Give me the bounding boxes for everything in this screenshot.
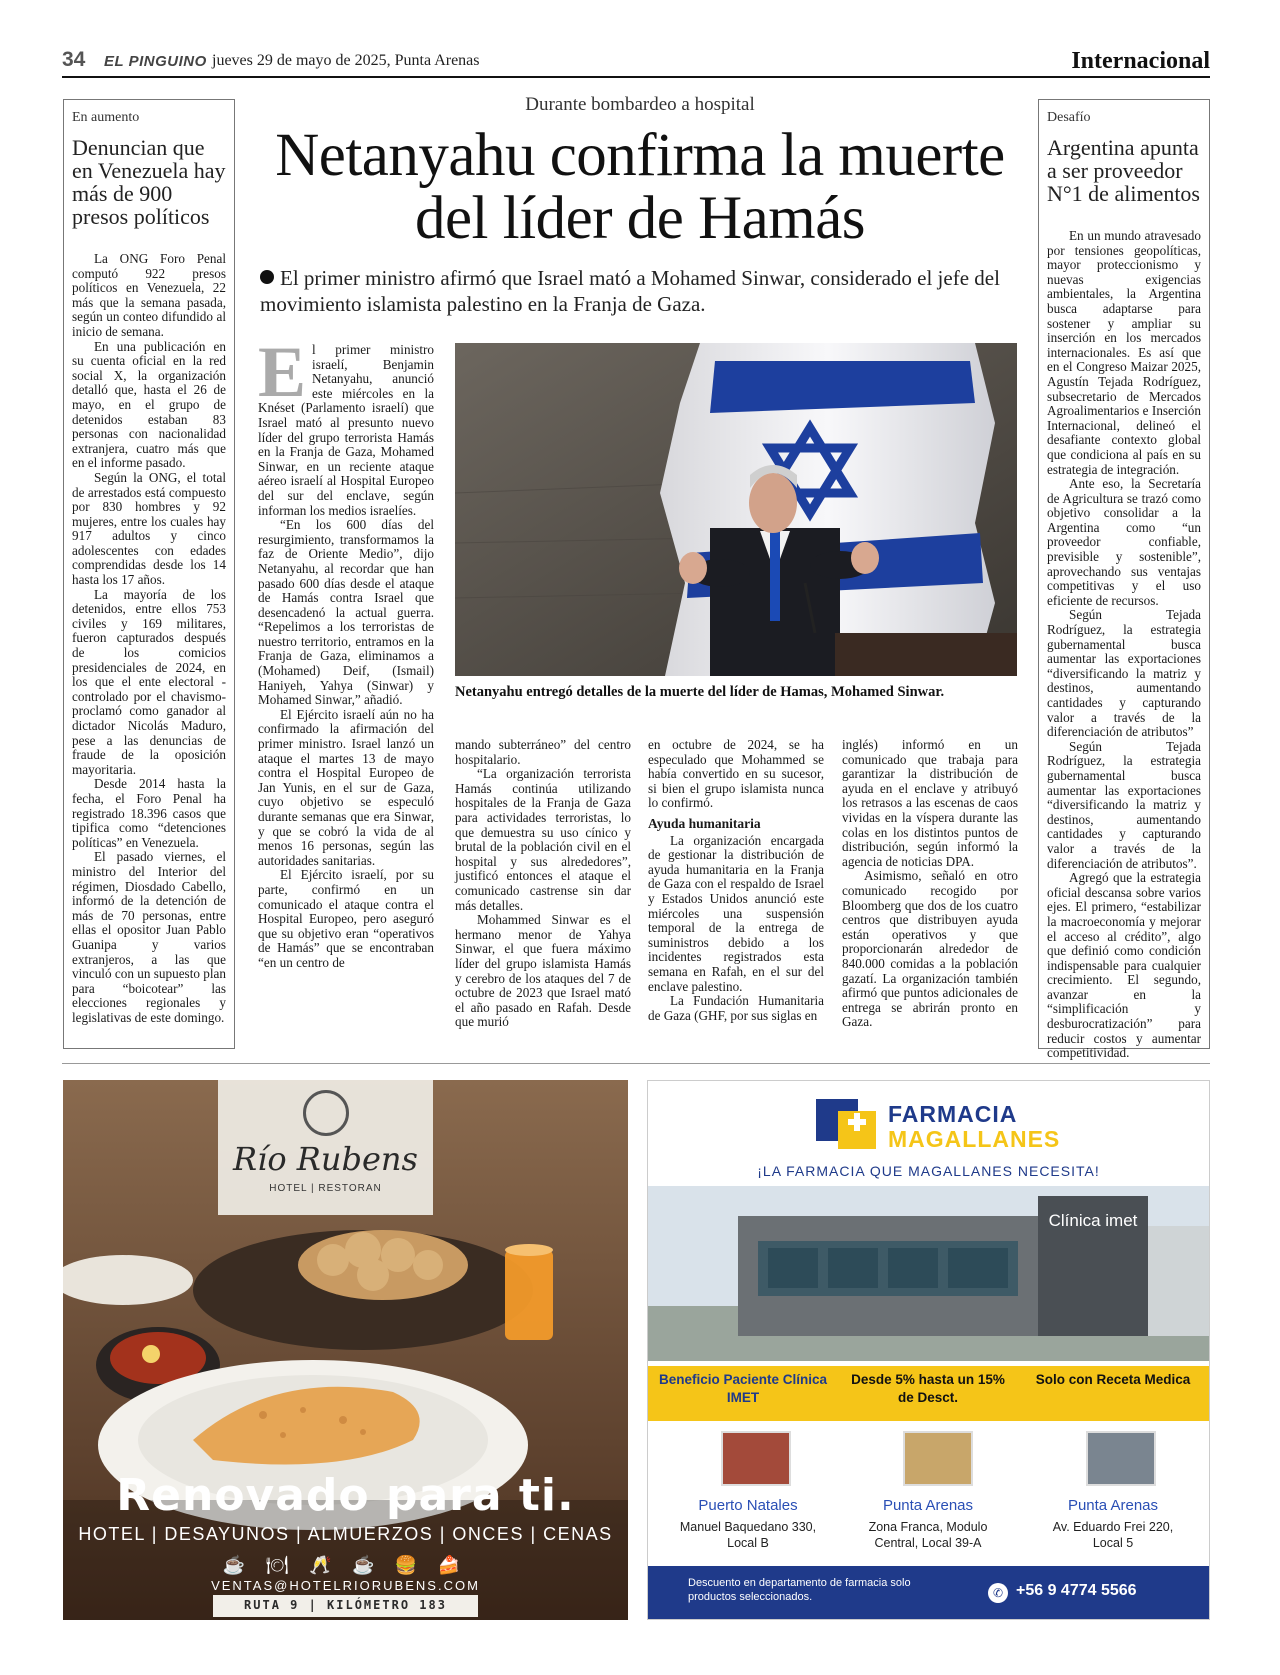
paragraph: Según Tejada Rodríguez, la estrategia gubernamental busca aumentar las exportaciones “diversificando la matriz y destinos, aumentando cantidades y capturando valor a través de la diferenciación de atributos”. [1047,738,1201,871]
main-column-1 [258,332,434,971]
paragraph [258,332,434,518]
location-city-2: Punta Arenas [882,1497,974,1514]
edition-date: jueves 29 de mayo de 2025, Punta Arenas [212,52,480,69]
paragraph: Desde 2014 hasta la fecha, el Foro Penal ha registrado 18.396 casos que tipifica como “detenciones políticas” en Venezuela. [72,776,226,850]
rio-rubens-ad[interactable] [63,1080,628,1620]
rio-services: HOTEL | DESAYUNOS | ALMUERZOS | ONCES | CENAS [78,1524,613,1544]
photo-illustration [455,343,1017,676]
rio-logo-icon [303,1090,349,1136]
paragraph: Ante eso, la Secretaría de Agricultura se trazó como objetivo consolidar a la Argentina como “un proveedor confiable, previsible y sostenible”, aprovechando sus ventajas competitivas y el uso eficiente de recursos. [1047,476,1201,608]
paragraph: Según la ONG, el total de arrestados está compuesto por 830 hombres y 92 mujeres, entre los cuales hay 917 adultos y cinco adolescentes con edades comprendidas desde los 14 hasta los 17 años. [72,469,226,588]
banner-item-2: Desde 5% hasta un 15% de Desct. [851,1372,1005,1405]
paragraph: El Ejército israelí, por su parte, confirmó en un comunicado el ataque contra el Hospital Europeo, pero aseguró que su objetivo eran “operativos de Hamás” que se encontraban “en un centro de [258,867,434,970]
paragraph: Agregó que la estrategia oficial descansa sobre varios ejes. El primero, “estabilizar la macroeconomía y mejorar el acceso al crédito”, algo que definió como condición indispensable para cualquier crecimiento. El segundo, avanzar en la “simplificación y desburocratización” para reducir costos y aumentar competitividad. [1047,870,1201,1061]
section-divider [62,1063,1210,1064]
paragraph: mando subterráneo” del centro hospitalario. [455,737,631,767]
store-thumb-2 [903,1431,973,1486]
paragraph: La ONG Foro Penal computó 922 presos políticos en Venezuela, 22 más que la semana pasada, según un conteo difundido al inicio de semana. [72,251,226,339]
paragraph: Mohammed Sinwar es el hermano menor de Yahya Sinwar, el que fuera máximo líder del grupo islamista Hamás y cerebro de los ataques del 7 de octubre de 2023 que Israel mató el año pasado en Rafah. Desde que murió [455,912,631,1030]
right-sidebar-article [1038,99,1210,1061]
location-address-1: Manuel Baquedano 330, Local B [679,1520,817,1550]
main-headline: Netanyahu confirma la muerte del líder de Hamás [275,122,1005,252]
left-sidebar-article [63,99,235,1049]
paragraph: El pasado viernes, el ministro del Interior del régimen, Diosdado Cabello, informó de la detención de más de 70 personas, entre ellas el opositor Juan Pablo Guanipa y varios extranjeros, a las que vinculó con un supuesto plan para “boicotear” las elecciones regionales y legislativas de este domingo. [72,849,226,1025]
subhead: Ayuda humanitaria [648,815,761,831]
rio-route: RUTA 9 | KILÓMETRO 183 [244,1598,447,1612]
right-body [1047,229,1201,1061]
netanyahu-photo [455,343,1017,676]
deck-text: El primer ministro afirmó que Israel mató a Mohamed Sinwar, considerado el jefe del movimiento islamista palestino en la Franja de Gaza. [260,266,1000,316]
rio-slogan: Renovado para ti. [116,1470,575,1521]
store-thumb-3 [1086,1431,1156,1486]
footer-note: Descuento en departamento de farmacia solo productos seleccionados. [688,1577,911,1603]
farmacia-brand-2: MAGALLANES [888,1126,1061,1152]
location-address-2: Zona Franca, Modulo Central, Local 39-A [868,1520,988,1550]
newspaper-name: EL PINGUINO [104,53,207,70]
banner-item-3: Solo con Receta Medica [1035,1372,1191,1387]
page-header [62,48,1210,78]
main-column-2 [455,738,631,1030]
main-column-3 [648,738,824,1023]
location-city-1: Puerto Natales [698,1497,798,1514]
farmacia-tagline: ¡LA FARMACIA QUE MAGALLANES NECESITA! [757,1163,1100,1179]
right-title: Argentina apunta a ser proveedor N°1 de alimentos [1047,135,1200,206]
rio-email[interactable]: VENTAS@HOTELRIORUBENS.COM [211,1578,480,1593]
paragraph: El Ejército israelí aún no ha confirmado la afirmación del primer ministro. Israel lanzó un ataque el martes 13 de mayo contra el Hospital Europeo de Jan Yunis, en el sur de Gaza, cuyo objetivo se especuló durante semanas que era Sinwar, y que se cobró la vida de al menos 16 personas, según las autoridades sanitarias. [258,706,434,868]
main-column-4 [842,738,1018,1030]
paragraph: La Fundación Humanitaria de Gaza (GHF, por sus siglas en [648,993,824,1023]
left-body [72,252,226,1025]
store-thumb-1 [721,1431,791,1486]
location-address-3: Av. Eduardo Frei 220, Local 5 [1052,1520,1174,1550]
rio-brand-sub: HOTEL | RESTORAN [269,1183,382,1194]
right-kicker: Desafío [1047,110,1091,125]
left-title: Denuncian que en Venezuela hay más de 900 presos políticos [72,135,226,229]
drop-cap: E [258,332,307,412]
paragraph: inglés) informó en un comunicado que trabaja para garantizar la distribución de ayuda en el enclave y atribuyó los retrasos a las escenas de caos vividas en la víspera durante las colas en los distintos puntos de distribución, según informó la agencia de noticias DPA. [842,737,1018,869]
paragraph: En una publicación en su cuenta oficial en la red social X, la organización detalló que, hasta el 26 de mayo, en el grupo de detenidos estaban 83 personas con nacionalidad extranjera, cuatro más que en el informe pasado. [72,338,226,471]
lead-text: l primer ministro israelí, Benjamin Netanyahu, anunció este miércoles en la Knéset (Parlamento israelí) que Israel mató al presunto nuevo líder del grupo terrorista Hamás en la Franja de Gaza, Mohamed Sinwar, en un reciente ataque aéreo israelí al Hospital Europeo del sur del enclave, según informan los medios israelíes. [258,342,434,518]
photo-caption: Netanyahu entregó detalles de la muerte del líder de Hamas, Mohamed Sinwar. [455,684,945,700]
location-city-3: Punta Arenas [1067,1497,1159,1514]
farmacia-magallanes-ad[interactable] [647,1080,1210,1620]
paragraph: En un mundo atravesado por tensiones geopolíticas, mayor proteccionismo y nuevas exigencias ambientales, la Argentina busca adaptarse para sostener y ampliar su inserción en los mercados internacionales. Es así que en el Congreso Maizar 2025, Agustín Tejada Rodríguez, subsecretario de Mercados Agroalimentarios e Inserción Internacional, delineó el desafiante contexto global que condiciona al país en su estrategia de integración. [1047,228,1201,477]
main-kicker: Durante bombardeo a hospital [525,94,755,115]
main-deck [260,265,1020,317]
rio-brand: Río Rubens [233,1140,418,1178]
left-kicker: En aumento [72,110,140,125]
section-title: Internacional [1071,48,1210,74]
farmacia-logo-icon [816,1099,876,1149]
paragraph: Según Tejada Rodríguez, la estrategia gubernamental busca aumentar las exportaciones “diversificando la matriz y destinos, aumentando cantidades y capturando valor a través de la diferenciación de atributos” [1047,607,1201,740]
farmacia-brand-1: FARMACIA [888,1101,1018,1127]
whatsapp-icon: ✆ [988,1583,1008,1603]
farmacia-phone[interactable]: +56 9 4774 5566 [1016,1582,1137,1599]
paragraph: La organización encargada de gestionar la distribución de ayuda humanitaria en la Franja de Gaza con el respaldo de Israel y Estados Unidos anunció este miércoles una suspensión temporal de la entrega de suministros debido a los incidentes registrados esta semana en Rafah, en el sur del enclave palestino. [648,832,824,994]
paragraph: “En los 600 días del resurgimiento, transformamos la faz de Oriente Medio”, dijo Netanyahu, al recordar que han pasado 600 días desde el ataque de Hamás contra Israel que desencadenó la actual guerra. “Repelimos a los terroristas de nuestro territorio, entramos en la Franja de Gaza, eliminamos a (Mohamed) Deif, (Ismail) Haniyeh, Yahya (Sinwar) y Mohamed Sinwar,” añadió. [258,517,434,708]
rio-service-icons: ☕ 🍽 🥂 ☕ 🍔 🍰 [222,1555,469,1575]
paragraph: en octubre de 2024, se ha especulado que Mohammed se había convertido en su sucesor, si bien el grupo islamista nunca lo confirmó. [648,737,824,811]
banner-item-1: Beneficio Paciente Clínica IMET [658,1372,828,1405]
paragraph: Asimismo, señaló en otro comunicado recogido por Bloomberg que dos de los cuatro centros que distribuyen ayuda están operativos y que proporcionarán alrededor de 840.000 comidas a la población gazatí. La organización también afirmó que puntos adicionales de entrega se abrirán pronto en Gaza. [842,868,1018,1030]
paragraph: La mayoría de los detenidos, entre ellos 753 civiles y 169 militares, fueron capturados después de los comicios presidenciales de 2024, en los que el ente electoral -controlado por el chavismo- proclamó como ganador al dictador Nicolás Maduro, pese a las denuncias de fraude de la oposición mayoritaria. [72,586,226,777]
building-sign: Clínica imet [1048,1211,1138,1230]
page-number: 34 [62,48,86,71]
paragraph: “La organización terrorista Hamás continúa utilizando hospitales de la Franja de Gaza para actividades terroristas, lo que demuestra su uso cínico y brutal de la población civil en el hospital y sus alrededores”, justificó entonces el ataque el comunicado castrense sin dar más detalles. [455,766,631,913]
bullet-icon [260,270,274,284]
